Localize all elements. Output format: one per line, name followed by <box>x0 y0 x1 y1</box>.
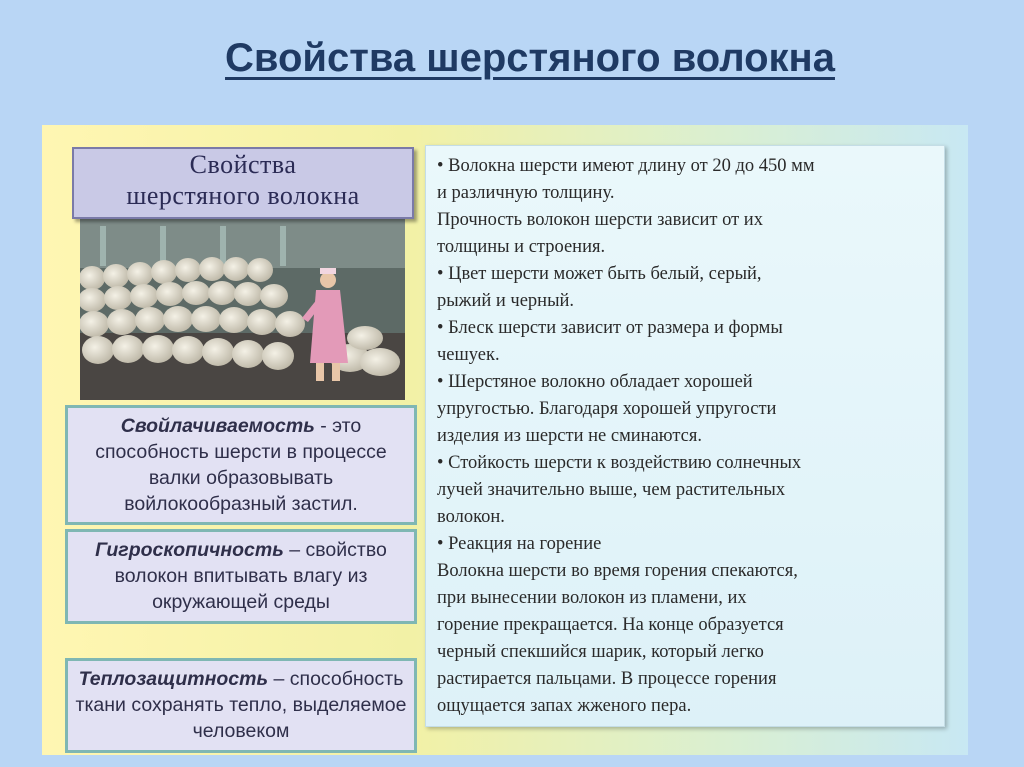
definition-text: – свойство волокон впитывать влагу из окружающей среды <box>114 539 387 613</box>
property-luster: • Блеск шерсти зависит от размера и формы чешуек. <box>437 318 783 365</box>
photo-caption-line2: шерстяного волокна <box>126 181 360 210</box>
photo-caption <box>72 147 414 219</box>
property-color: • Цвет шерсти может быть белый, серый, рыжий и черный. <box>437 264 762 311</box>
property-elasticity: • Шерстяное волокно обладает хорошей упругостью. Благодаря хорошей упругости изделия из шерсти не сминаются. <box>437 372 777 446</box>
property-sun-resistance: • Стойкость шерсти к воздействию солнечных лучей значительно выше, чем растительных волокон. <box>437 453 802 527</box>
definition-term: Теплозащитность <box>78 668 269 690</box>
definition-text: – способность ткани сохранять тепло, выделяемое человеком <box>75 668 407 742</box>
properties-text-box <box>425 145 945 727</box>
definition-hygroscopicity <box>65 529 417 624</box>
photo-caption-line1: Свойства <box>189 150 297 179</box>
definition-text: - это способность шерсти в процессе валки образовывать войлокообразный застил. <box>95 415 387 515</box>
definition-thermal-protection <box>65 658 417 753</box>
slide-title: Свойства шерстяного волокна <box>225 36 835 80</box>
definition-term: Гигроскопичность <box>95 539 284 561</box>
property-length: • Волокна шерсти имеют длину от 20 до 450 мм и различную толщину. Прочность волокон шерсти зависит от их толщины и строения. <box>437 156 815 257</box>
definition-felting <box>65 405 417 525</box>
definition-term: Свойлачиваемость <box>120 415 315 437</box>
property-burning: • Реакция на горение Волокна шерсти во время горения спекаются, при вынесении волокон из пламени, их горение прекращается. На конце образуется черный спекшийся шарик, который легко растирается пальцами. В процессе горения ощущается запах жженого пера. <box>437 534 798 716</box>
